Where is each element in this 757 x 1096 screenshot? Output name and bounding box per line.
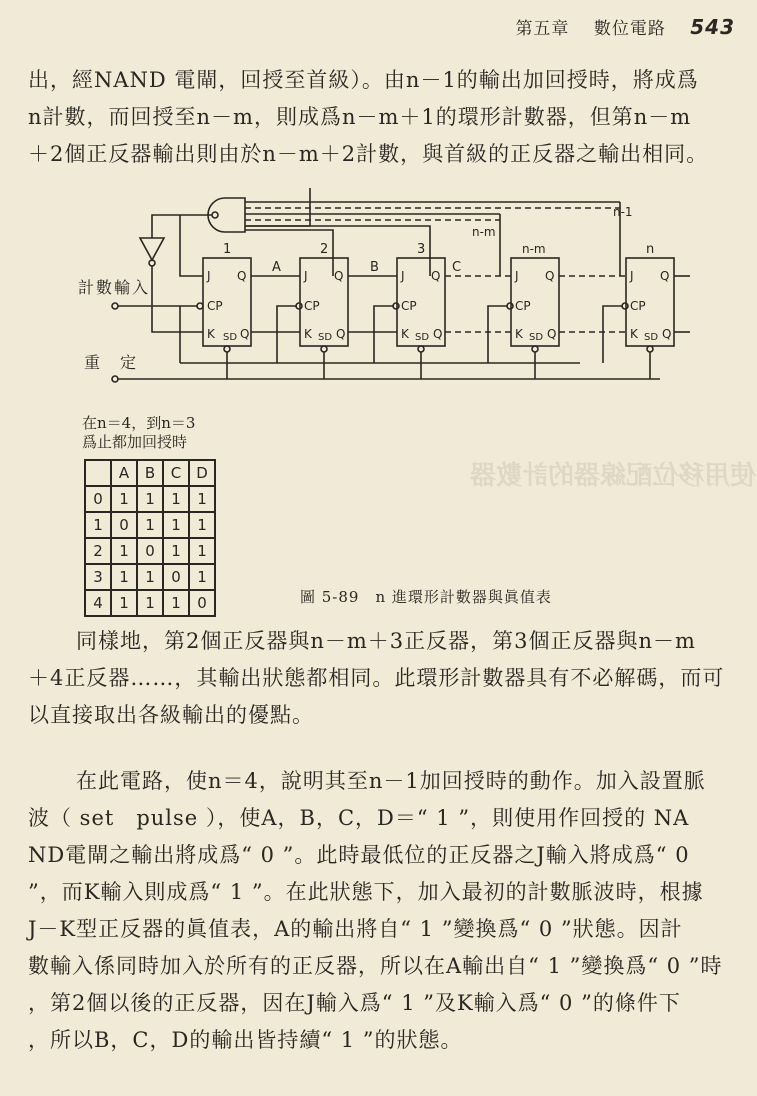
table-cell: 1	[163, 486, 189, 512]
reset-label: 重 定	[84, 353, 139, 372]
page-number: 543	[690, 15, 735, 39]
flipflop-n	[626, 242, 674, 352]
bleed-through-heading: 使用移位配線器的計數器	[470, 461, 757, 491]
ring-counter-circuit-diagram	[60, 188, 700, 388]
table-cell: 1	[111, 564, 137, 590]
header-cell: B	[137, 460, 163, 486]
svg-text:Q: Q	[240, 327, 250, 341]
table-cell: 0	[85, 486, 111, 512]
svg-text:CP: CP	[630, 299, 646, 313]
svg-text:CP: CP	[207, 299, 223, 313]
count-input-label: 計數輸入	[78, 278, 151, 297]
table-cell: 1	[163, 590, 189, 616]
table-cell: 1	[189, 486, 215, 512]
table-cell: 1	[189, 538, 215, 564]
flipflop-1	[203, 242, 251, 352]
output-label-c: C	[452, 260, 462, 275]
chapter-label: 第五章	[515, 19, 570, 39]
text-line: ＋2個正反器輸出則由於n－m＋2計數，與首級的正反器之輸出相同。	[28, 142, 709, 166]
table-cell: 0	[163, 564, 189, 590]
nand-gate-icon	[208, 198, 245, 232]
truth-table	[84, 459, 216, 617]
table-cell: 4	[85, 590, 111, 616]
paragraph-operation	[28, 763, 743, 1059]
table-cell: 1	[137, 590, 163, 616]
table-cell: 1	[137, 486, 163, 512]
svg-text:Q: Q	[547, 327, 557, 341]
flipflop-n-m	[511, 242, 559, 352]
table-row	[85, 564, 215, 590]
text-line: n計數，而回授至n－m，則成爲n－m＋1的環形計數器，但第n－m	[28, 105, 692, 129]
svg-text:J: J	[304, 269, 308, 283]
table-cell: 1	[163, 538, 189, 564]
text-line: 在此電路，使n＝4，說明其至n－1加回授時的動作。加入設置脈	[76, 769, 706, 793]
table-row	[85, 538, 215, 564]
table-cell: 1	[85, 512, 111, 538]
table-cell: 0	[189, 590, 215, 616]
svg-text:CP: CP	[515, 299, 531, 313]
text-line: ”，而K輸入則成爲“ 1 ”。在此狀態下，加入最初的計數脈波時，根據	[28, 880, 704, 904]
svg-text:Q: Q	[237, 269, 247, 283]
text-line: ，第2個以後的正反器，因在J輸入爲“ 1 ”及K輸入爲“ 0 ”的條件下	[28, 991, 681, 1015]
svg-text:J: J	[207, 269, 211, 283]
header-cell: D	[189, 460, 215, 486]
svg-text:K: K	[207, 327, 215, 341]
text-line: ，所以B，C，D的輸出皆持續“ 1 ”的狀態。	[28, 1028, 463, 1052]
section-label: 數位電路	[593, 19, 666, 39]
caption-line: 爲止都加回授時	[82, 433, 188, 451]
svg-text:2: 2	[320, 242, 329, 257]
svg-text:3: 3	[417, 242, 426, 257]
svg-text:SD: SD	[644, 332, 659, 343]
figure-caption: 圖 5-89 n 進環形計數器與眞值表	[300, 588, 552, 606]
table-cell: 0	[111, 512, 137, 538]
table-cell: 1	[189, 512, 215, 538]
caption-line: 在n＝4，到n＝3	[82, 414, 196, 432]
svg-text:Q: Q	[431, 269, 441, 283]
header-cell	[85, 460, 111, 486]
svg-text:Q: Q	[662, 327, 672, 341]
table-cell: 1	[189, 564, 215, 590]
svg-text:SD: SD	[415, 332, 430, 343]
text-line: 出，經NAND 電閘，回授至首級）。由n－1的輸出加回授時，將成爲	[28, 68, 699, 92]
header-cell: C	[163, 460, 189, 486]
text-line: 同樣地，第2個正反器與n－m＋3正反器，第3個正反器與n－m	[76, 629, 696, 653]
svg-text:SD: SD	[529, 332, 544, 343]
text-line: ＋4正反器……，其輸出狀態都相同。此環形計數器具有不必解碼，而可	[28, 666, 725, 690]
svg-text:J: J	[401, 269, 405, 283]
svg-text:K: K	[630, 327, 638, 341]
table-row	[85, 590, 215, 616]
paragraph-similarity	[28, 623, 743, 734]
svg-text:n: n	[646, 242, 655, 257]
svg-text:n-m: n-m	[522, 242, 546, 256]
truth-table-caption	[82, 414, 195, 452]
table-cell: 2	[85, 538, 111, 564]
table-row	[85, 486, 215, 512]
svg-text:J: J	[515, 269, 519, 283]
paragraph-intro	[28, 62, 743, 173]
flipflop-2	[300, 242, 348, 352]
svg-text:CP: CP	[401, 299, 417, 313]
svg-text:SD: SD	[318, 332, 333, 343]
svg-text:CP: CP	[304, 299, 320, 313]
feedback-label-n-1: n-1	[613, 205, 633, 219]
text-line: J－K型正反器的眞值表，A的輸出將自“ 1 ”變換爲“ 0 ”狀態。因計	[28, 917, 683, 941]
header-cell: A	[111, 460, 137, 486]
output-label-b: B	[370, 260, 379, 275]
table-header-row	[85, 460, 215, 486]
table-row	[85, 512, 215, 538]
svg-text:Q: Q	[336, 327, 346, 341]
text-line: ND電閘之輸出將成爲“ 0 ”。此時最低位的正反器之J輸入將成爲“ 0	[28, 843, 690, 867]
svg-text:1: 1	[223, 242, 232, 257]
flipflop-3	[397, 242, 445, 352]
table-cell: 0	[137, 538, 163, 564]
table-cell: 1	[137, 564, 163, 590]
svg-text:K: K	[304, 327, 312, 341]
text-line: 以直接取出各級輸出的優點。	[28, 703, 314, 727]
svg-text:J: J	[630, 269, 634, 283]
output-label-a: A	[272, 260, 281, 275]
table-cell: 3	[85, 564, 111, 590]
table-cell: 1	[137, 512, 163, 538]
svg-text:Q: Q	[433, 327, 443, 341]
svg-text:Q: Q	[334, 269, 344, 283]
svg-text:Q: Q	[660, 269, 670, 283]
table-cell: 1	[111, 538, 137, 564]
running-header	[515, 14, 735, 39]
svg-text:K: K	[401, 327, 409, 341]
svg-text:Q: Q	[545, 269, 555, 283]
table-cell: 1	[163, 512, 189, 538]
table-cell: 1	[111, 486, 137, 512]
inverter-icon	[140, 238, 164, 266]
svg-text:K: K	[515, 327, 523, 341]
text-line: 數輸入係同時加入於所有的正反器，所以在A輸出自“ 1 ”變換爲“ 0 ”時	[28, 954, 723, 978]
feedback-label-n-m: n-m	[472, 225, 496, 239]
table-cell: 1	[111, 590, 137, 616]
text-line: 波（ set pulse ），使A，B，C，D＝“ 1 ”，則使用作回授的 NA	[28, 806, 690, 830]
svg-text:SD: SD	[223, 332, 238, 343]
